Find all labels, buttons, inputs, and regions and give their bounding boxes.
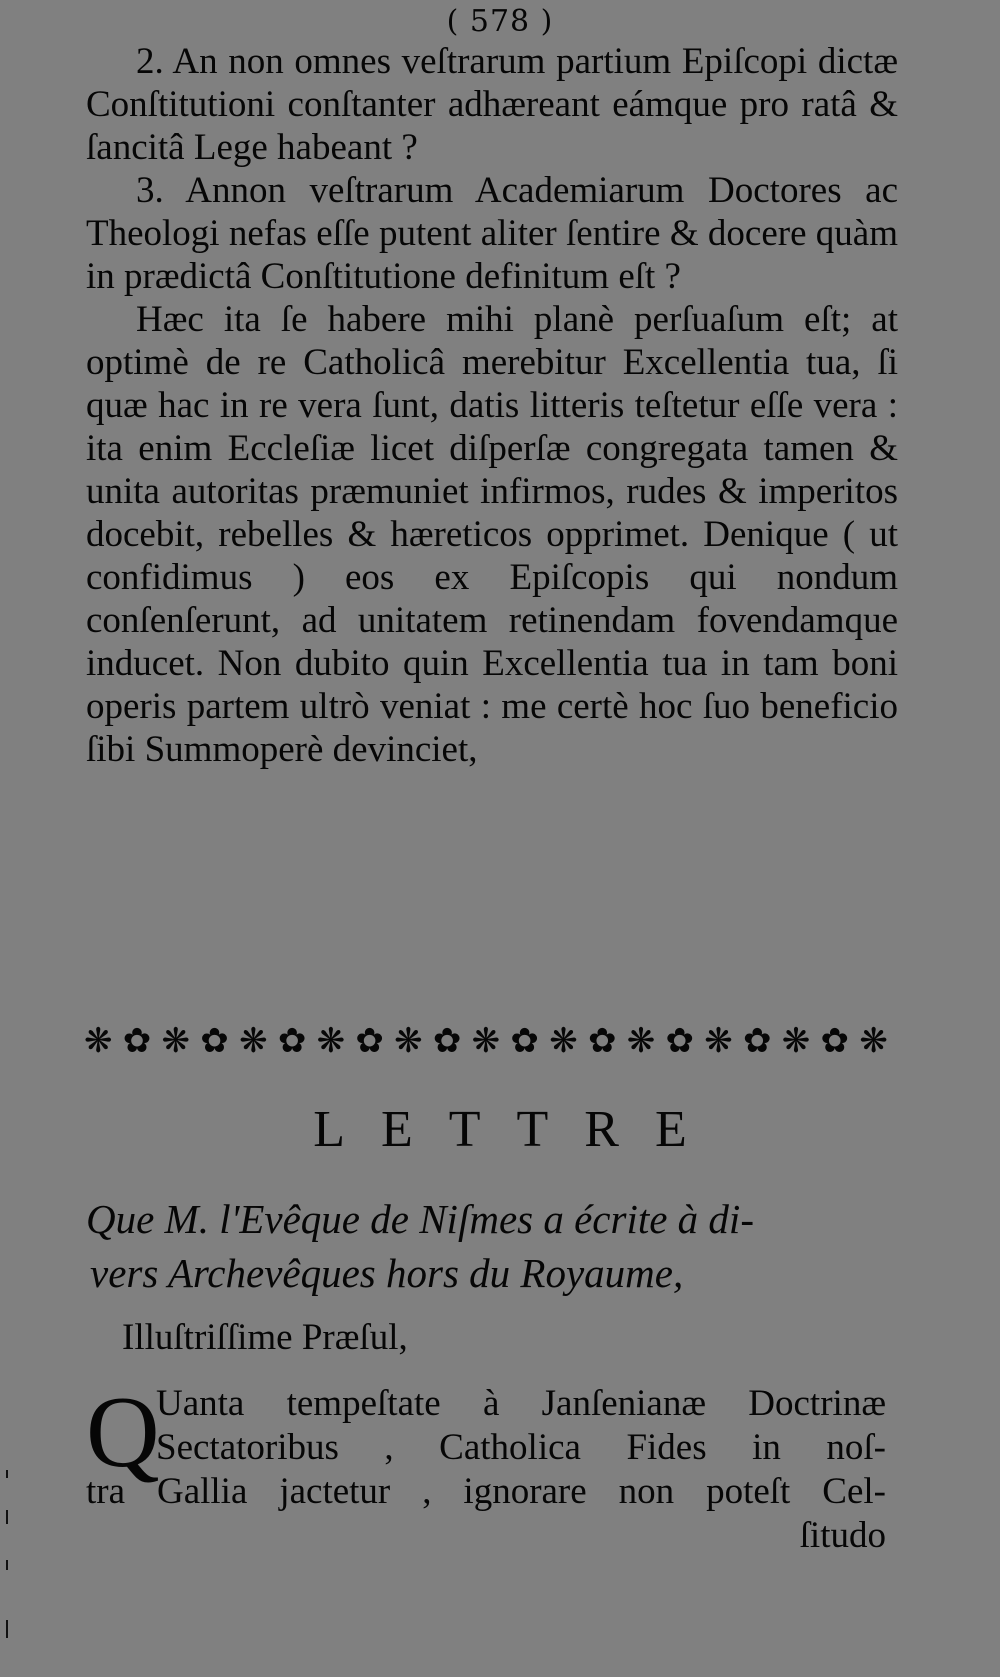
ornament-glyph: ❋ <box>161 1021 191 1061</box>
question-3: 3. Annon veſtrarum Academiarum Doctores ac Theologi nefas eſſe putent aliter ſentire & docere quàm in prædictâ Conſtitutione definitum eſt ? <box>86 170 898 297</box>
closing-paragraph: Hæc ita ſe habere mihi planè perſuaſum eſt; at optimè de re Catholicâ merebitur Excellentia tua, ſi quæ hac in re vera ſunt, datis litteris teſtetur eſſe vera : ita enim Eccleſiæ licet diſperſæ congregata tamen & unita autoritas præmuniet infirmos, rudes & imperitos docebit, rebelles & hæreticos opprimet. Denique ( ut confidimus ) eos ex Epiſcopis qui nondum conſenſerunt, ad unitatem retinendam fovendamque inducet. Non dubito quin Excellentia tua in tam boni operis partem ultrò veniat : me certè hoc ſuo beneficio ſibi Summoperè devinciet, <box>86 299 898 770</box>
main-text <box>86 40 898 771</box>
ornament-glyph: ✿ <box>355 1021 384 1061</box>
ornament-glyph: ✿ <box>587 1021 617 1061</box>
ornament-glyph: ✿ <box>510 1021 539 1061</box>
page-number: ( 578 ) <box>446 4 554 39</box>
ornament-glyph: ❋ <box>471 1021 501 1061</box>
subtitle-line-1: Que M. l'Evêque de Niſmes a écrite à di- <box>86 1196 754 1242</box>
ornament-glyph: ✿ <box>277 1021 307 1061</box>
salutation: Illuſtriſſime Præſul, <box>122 1317 408 1358</box>
letter-subtitle <box>86 1192 916 1300</box>
letter-line-2: Sectatoribus , Catholica Fides in noſ- <box>156 1427 886 1468</box>
ornament-glyph: ❋ <box>859 1021 888 1061</box>
subtitle-line-2: vers Archevêques hors du Royaume, <box>90 1250 684 1296</box>
letter-lines <box>86 1382 886 1558</box>
ornament-glyph: ✿ <box>122 1021 152 1061</box>
ornament-glyph: ❋ <box>626 1021 656 1061</box>
letter-heading: LETTRE <box>313 1101 723 1158</box>
ornament-glyph: ❋ <box>239 1021 268 1061</box>
margin-mark <box>6 1470 8 1478</box>
margin-mark <box>6 1560 8 1570</box>
drop-cap: Q <box>86 1376 160 1489</box>
letter-line-3: tra Gallia jactetur , ignorare non poteſt Cel- <box>86 1471 886 1512</box>
ornament-glyph: ❋ <box>704 1021 733 1061</box>
ornament-glyph: ❋ <box>549 1021 578 1061</box>
ornamental-divider <box>84 1018 888 1064</box>
ornament-glyph: ❋ <box>316 1021 346 1061</box>
question-2: 2. An non omnes veſtrarum partium Epiſcopi dictæ Conſtitutioni conſtanter adhæreant eámque pro ratâ & ſancitâ Lege habeant ? <box>86 41 898 168</box>
ornament-glyph: ❋ <box>394 1021 423 1061</box>
margin-mark <box>6 1620 8 1638</box>
letter-line-1: Uanta tempeſtate à Janſenianæ Doctrinæ <box>156 1383 886 1424</box>
ornament-glyph: ❋ <box>84 1021 113 1061</box>
ornament-glyph: ✿ <box>665 1021 694 1061</box>
ornament-glyph: ✿ <box>743 1021 772 1061</box>
ornament-glyph: ✿ <box>432 1021 462 1061</box>
margin-marks <box>4 1470 10 1650</box>
ornament-glyph: ❋ <box>781 1021 811 1061</box>
ornament-glyph: ✿ <box>200 1021 229 1061</box>
ornament-glyph: ✿ <box>820 1021 850 1061</box>
letter-line-4: ſitudo <box>799 1515 886 1556</box>
margin-mark <box>6 1510 8 1524</box>
